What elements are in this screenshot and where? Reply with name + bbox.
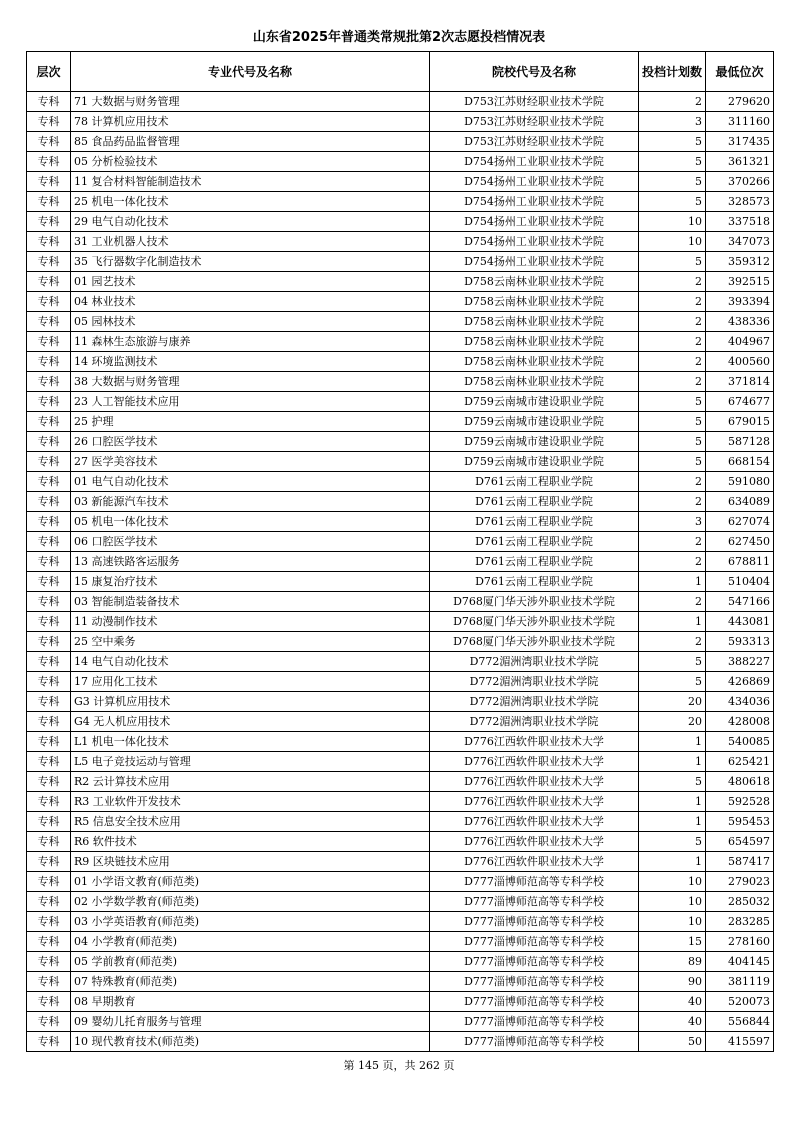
table-row <box>27 972 774 992</box>
cell-school: D761云南工程职业学院 <box>430 492 639 512</box>
cell-min-rank: 634089 <box>706 492 774 512</box>
cell-min-rank: 556844 <box>706 1012 774 1032</box>
cell-school: D772湄洲湾职业技术学院 <box>430 692 639 712</box>
cell-plan-count: 5 <box>639 172 706 192</box>
cell-plan-count: 10 <box>639 232 706 252</box>
table-row <box>27 212 774 232</box>
cell-major: 10 现代教育技术(师范类) <box>71 1032 430 1052</box>
cell-major: 03 小学英语教育(师范类) <box>71 912 430 932</box>
cell-level: 专科 <box>27 1012 71 1032</box>
cell-school: D753江苏财经职业技术学院 <box>430 92 639 112</box>
cell-school: D759云南城市建设职业学院 <box>430 452 639 472</box>
table-row <box>27 792 774 812</box>
table-row <box>27 952 774 972</box>
cell-min-rank: 370266 <box>706 172 774 192</box>
cell-min-rank: 404145 <box>706 952 774 972</box>
table-row <box>27 272 774 292</box>
cell-school: D758云南林业职业技术学院 <box>430 332 639 352</box>
cell-plan-count: 3 <box>639 512 706 532</box>
cell-major: 14 电气自动化技术 <box>71 652 430 672</box>
cell-level: 专科 <box>27 292 71 312</box>
cell-school: D761云南工程职业学院 <box>430 572 639 592</box>
cell-min-rank: 400560 <box>706 352 774 372</box>
cell-level: 专科 <box>27 552 71 572</box>
cell-school: D758云南林业职业技术学院 <box>430 312 639 332</box>
cell-plan-count: 1 <box>639 572 706 592</box>
cell-level: 专科 <box>27 652 71 672</box>
table-row <box>27 432 774 452</box>
cell-school: D753江苏财经职业技术学院 <box>430 132 639 152</box>
cell-major: 15 康复治疗技术 <box>71 572 430 592</box>
cell-min-rank: 361321 <box>706 152 774 172</box>
table-row <box>27 512 774 532</box>
table-row <box>27 352 774 372</box>
cell-level: 专科 <box>27 952 71 972</box>
cell-level: 专科 <box>27 732 71 752</box>
table-row <box>27 912 774 932</box>
cell-major: L1 机电一体化技术 <box>71 732 430 752</box>
cell-level: 专科 <box>27 532 71 552</box>
table-row <box>27 192 774 212</box>
cell-major: 09 婴幼儿托育服务与管理 <box>71 1012 430 1032</box>
cell-school: D777淄博师范高等专科学校 <box>430 912 639 932</box>
cell-level: 专科 <box>27 852 71 872</box>
cell-major: R2 云计算技术应用 <box>71 772 430 792</box>
cell-min-rank: 278160 <box>706 932 774 952</box>
cell-min-rank: 426869 <box>706 672 774 692</box>
cell-min-rank: 679015 <box>706 412 774 432</box>
cell-school: D759云南城市建设职业学院 <box>430 432 639 452</box>
table-row <box>27 332 774 352</box>
cell-plan-count: 5 <box>639 252 706 272</box>
cell-school: D758云南林业职业技术学院 <box>430 352 639 372</box>
cell-plan-count: 5 <box>639 132 706 152</box>
cell-school: D776江西软件职业技术大学 <box>430 832 639 852</box>
cell-plan-count: 1 <box>639 812 706 832</box>
cell-school: D777淄博师范高等专科学校 <box>430 932 639 952</box>
cell-plan-count: 5 <box>639 832 706 852</box>
cell-level: 专科 <box>27 112 71 132</box>
cell-level: 专科 <box>27 332 71 352</box>
cell-level: 专科 <box>27 812 71 832</box>
cell-plan-count: 2 <box>639 372 706 392</box>
cell-min-rank: 674677 <box>706 392 774 412</box>
cell-level: 专科 <box>27 792 71 812</box>
cell-min-rank: 393394 <box>706 292 774 312</box>
cell-plan-count: 2 <box>639 292 706 312</box>
cell-plan-count: 5 <box>639 192 706 212</box>
cell-plan-count: 10 <box>639 892 706 912</box>
cell-min-rank: 438336 <box>706 312 774 332</box>
page-footer: 第 145 页，共 262 页 <box>343 1059 455 1072</box>
cell-plan-count: 2 <box>639 312 706 332</box>
cell-plan-count: 1 <box>639 612 706 632</box>
cell-min-rank: 678811 <box>706 552 774 572</box>
table-row <box>27 612 774 632</box>
cell-level: 专科 <box>27 372 71 392</box>
cell-school: D777淄博师范高等专科学校 <box>430 1032 639 1052</box>
cell-min-rank: 337518 <box>706 212 774 232</box>
cell-major: 05 机电一体化技术 <box>71 512 430 532</box>
table-row <box>27 1032 774 1052</box>
cell-min-rank: 592528 <box>706 792 774 812</box>
cell-level: 专科 <box>27 992 71 1012</box>
cell-min-rank: 591080 <box>706 472 774 492</box>
cell-plan-count: 2 <box>639 472 706 492</box>
header-major: 专业代号及名称 <box>71 52 430 92</box>
cell-major: 02 小学数学教育(师范类) <box>71 892 430 912</box>
cell-major: 01 电气自动化技术 <box>71 472 430 492</box>
cell-school: D776江西软件职业技术大学 <box>430 772 639 792</box>
cell-school: D772湄洲湾职业技术学院 <box>430 672 639 692</box>
cell-major: G4 无人机应用技术 <box>71 712 430 732</box>
cell-major: 06 口腔医学技术 <box>71 532 430 552</box>
cell-major: 04 小学教育(师范类) <box>71 932 430 952</box>
cell-school: D754扬州工业职业技术学院 <box>430 152 639 172</box>
cell-plan-count: 89 <box>639 952 706 972</box>
table-row <box>27 932 774 952</box>
cell-level: 专科 <box>27 412 71 432</box>
admission-table <box>26 51 774 1052</box>
cell-school: D758云南林业职业技术学院 <box>430 272 639 292</box>
cell-school: D768厦门华天涉外职业技术学院 <box>430 632 639 652</box>
cell-min-rank: 404967 <box>706 332 774 352</box>
cell-major: 31 工业机器人技术 <box>71 232 430 252</box>
table-row <box>27 632 774 652</box>
table-row <box>27 732 774 752</box>
cell-school: D759云南城市建设职业学院 <box>430 412 639 432</box>
cell-school: D777淄博师范高等专科学校 <box>430 972 639 992</box>
cell-major: 05 分析检验技术 <box>71 152 430 172</box>
cell-major: 04 林业技术 <box>71 292 430 312</box>
cell-min-rank: 392515 <box>706 272 774 292</box>
cell-min-rank: 587417 <box>706 852 774 872</box>
table-row <box>27 872 774 892</box>
cell-min-rank: 428008 <box>706 712 774 732</box>
cell-min-rank: 480618 <box>706 772 774 792</box>
cell-plan-count: 15 <box>639 932 706 952</box>
cell-plan-count: 5 <box>639 652 706 672</box>
cell-major: 01 园艺技术 <box>71 272 430 292</box>
table-row <box>27 1012 774 1032</box>
table-row <box>27 772 774 792</box>
cell-plan-count: 10 <box>639 912 706 932</box>
cell-major: 05 园林技术 <box>71 312 430 332</box>
cell-level: 专科 <box>27 192 71 212</box>
cell-level: 专科 <box>27 892 71 912</box>
table-row <box>27 652 774 672</box>
cell-major: 17 应用化工技术 <box>71 672 430 692</box>
table-row <box>27 672 774 692</box>
cell-level: 专科 <box>27 492 71 512</box>
cell-school: D758云南林业职业技术学院 <box>430 292 639 312</box>
cell-major: 71 大数据与财务管理 <box>71 92 430 112</box>
header-plan-count: 投档计划数 <box>639 52 706 92</box>
cell-plan-count: 5 <box>639 412 706 432</box>
cell-school: D777淄博师范高等专科学校 <box>430 1012 639 1032</box>
cell-min-rank: 434036 <box>706 692 774 712</box>
cell-level: 专科 <box>27 772 71 792</box>
cell-level: 专科 <box>27 1032 71 1052</box>
table-row <box>27 992 774 1012</box>
cell-min-rank: 595453 <box>706 812 774 832</box>
cell-min-rank: 627074 <box>706 512 774 532</box>
cell-major: 11 复合材料智能制造技术 <box>71 172 430 192</box>
cell-min-rank: 540085 <box>706 732 774 752</box>
cell-school: D776江西软件职业技术大学 <box>430 752 639 772</box>
cell-level: 专科 <box>27 912 71 932</box>
cell-school: D777淄博师范高等专科学校 <box>430 952 639 972</box>
cell-major: 38 大数据与财务管理 <box>71 372 430 392</box>
cell-plan-count: 5 <box>639 432 706 452</box>
cell-major: 29 电气自动化技术 <box>71 212 430 232</box>
cell-major: 03 智能制造装备技术 <box>71 592 430 612</box>
cell-plan-count: 2 <box>639 272 706 292</box>
cell-school: D777淄博师范高等专科学校 <box>430 872 639 892</box>
cell-plan-count: 5 <box>639 392 706 412</box>
table-row <box>27 832 774 852</box>
table-row <box>27 112 774 132</box>
cell-school: D776江西软件职业技术大学 <box>430 852 639 872</box>
table-row <box>27 552 774 572</box>
cell-major: L5 电子竞技运动与管理 <box>71 752 430 772</box>
table-row <box>27 392 774 412</box>
cell-school: D776江西软件职业技术大学 <box>430 792 639 812</box>
header-level: 层次 <box>27 52 71 92</box>
cell-min-rank: 415597 <box>706 1032 774 1052</box>
table-row <box>27 312 774 332</box>
table-row <box>27 572 774 592</box>
cell-plan-count: 20 <box>639 712 706 732</box>
cell-major: 03 新能源汽车技术 <box>71 492 430 512</box>
table-row <box>27 712 774 732</box>
cell-school: D777淄博师范高等专科学校 <box>430 992 639 1012</box>
cell-plan-count: 1 <box>639 792 706 812</box>
cell-level: 专科 <box>27 452 71 472</box>
cell-major: 05 学前教育(师范类) <box>71 952 430 972</box>
cell-min-rank: 279620 <box>706 92 774 112</box>
cell-plan-count: 2 <box>639 632 706 652</box>
cell-plan-count: 10 <box>639 212 706 232</box>
cell-min-rank: 510404 <box>706 572 774 592</box>
cell-school: D761云南工程职业学院 <box>430 512 639 532</box>
cell-plan-count: 40 <box>639 992 706 1012</box>
cell-major: 14 环境监测技术 <box>71 352 430 372</box>
cell-level: 专科 <box>27 252 71 272</box>
page-title: 山东省2025年普通类常规批第2次志愿投档情况表 <box>252 30 546 45</box>
cell-plan-count: 1 <box>639 752 706 772</box>
cell-school: D759云南城市建设职业学院 <box>430 392 639 412</box>
cell-min-rank: 627450 <box>706 532 774 552</box>
cell-school: D772湄洲湾职业技术学院 <box>430 712 639 732</box>
cell-min-rank: 328573 <box>706 192 774 212</box>
cell-plan-count: 2 <box>639 92 706 112</box>
cell-major: R5 信息安全技术应用 <box>71 812 430 832</box>
table-row <box>27 412 774 432</box>
cell-level: 专科 <box>27 432 71 452</box>
cell-plan-count: 5 <box>639 672 706 692</box>
cell-level: 专科 <box>27 672 71 692</box>
cell-school: D768厦门华天涉外职业技术学院 <box>430 592 639 612</box>
table-row <box>27 232 774 252</box>
cell-major: 85 食品药品监督管理 <box>71 132 430 152</box>
table-row <box>27 532 774 552</box>
cell-min-rank: 359312 <box>706 252 774 272</box>
cell-plan-count: 2 <box>639 352 706 372</box>
cell-plan-count: 3 <box>639 112 706 132</box>
header-min-rank: 最低位次 <box>706 52 774 92</box>
table-row <box>27 172 774 192</box>
cell-level: 专科 <box>27 392 71 412</box>
cell-level: 专科 <box>27 932 71 952</box>
table-row <box>27 252 774 272</box>
cell-min-rank: 311160 <box>706 112 774 132</box>
cell-level: 专科 <box>27 632 71 652</box>
cell-school: D772湄洲湾职业技术学院 <box>430 652 639 672</box>
cell-school: D776江西软件职业技术大学 <box>430 812 639 832</box>
cell-level: 专科 <box>27 132 71 152</box>
cell-major: 13 高速铁路客运服务 <box>71 552 430 572</box>
table-row <box>27 852 774 872</box>
cell-plan-count: 50 <box>639 1032 706 1052</box>
cell-min-rank: 654597 <box>706 832 774 852</box>
cell-level: 专科 <box>27 92 71 112</box>
table-row <box>27 812 774 832</box>
cell-plan-count: 5 <box>639 452 706 472</box>
cell-min-rank: 381119 <box>706 972 774 992</box>
cell-school: D754扬州工业职业技术学院 <box>430 252 639 272</box>
cell-school: D753江苏财经职业技术学院 <box>430 112 639 132</box>
cell-plan-count: 10 <box>639 872 706 892</box>
cell-plan-count: 2 <box>639 492 706 512</box>
cell-school: D777淄博师范高等专科学校 <box>430 892 639 912</box>
cell-min-rank: 625421 <box>706 752 774 772</box>
cell-min-rank: 371814 <box>706 372 774 392</box>
cell-major: G3 计算机应用技术 <box>71 692 430 712</box>
table-row <box>27 292 774 312</box>
table-header-row <box>27 52 774 92</box>
cell-major: R6 软件技术 <box>71 832 430 852</box>
cell-major: R9 区块链技术应用 <box>71 852 430 872</box>
cell-plan-count: 1 <box>639 732 706 752</box>
cell-level: 专科 <box>27 472 71 492</box>
cell-plan-count: 2 <box>639 552 706 572</box>
cell-plan-count: 2 <box>639 592 706 612</box>
table-body <box>27 92 774 1052</box>
cell-major: 26 口腔医学技术 <box>71 432 430 452</box>
table-row <box>27 452 774 472</box>
table-row <box>27 92 774 112</box>
cell-major: 35 飞行器数字化制造技术 <box>71 252 430 272</box>
cell-level: 专科 <box>27 692 71 712</box>
cell-level: 专科 <box>27 592 71 612</box>
cell-level: 专科 <box>27 572 71 592</box>
cell-level: 专科 <box>27 752 71 772</box>
cell-school: D761云南工程职业学院 <box>430 472 639 492</box>
cell-school: D754扬州工业职业技术学院 <box>430 172 639 192</box>
table-row <box>27 152 774 172</box>
cell-level: 专科 <box>27 312 71 332</box>
cell-school: D754扬州工业职业技术学院 <box>430 212 639 232</box>
cell-min-rank: 285032 <box>706 892 774 912</box>
cell-major: 11 动漫制作技术 <box>71 612 430 632</box>
table-row <box>27 472 774 492</box>
cell-level: 专科 <box>27 272 71 292</box>
cell-major: 27 医学美容技术 <box>71 452 430 472</box>
cell-min-rank: 317435 <box>706 132 774 152</box>
cell-min-rank: 547166 <box>706 592 774 612</box>
cell-level: 专科 <box>27 232 71 252</box>
cell-major: 25 空中乘务 <box>71 632 430 652</box>
cell-major: 01 小学语文教育(师范类) <box>71 872 430 892</box>
cell-min-rank: 279023 <box>706 872 774 892</box>
cell-school: D758云南林业职业技术学院 <box>430 372 639 392</box>
cell-plan-count: 5 <box>639 772 706 792</box>
cell-plan-count: 1 <box>639 852 706 872</box>
cell-plan-count: 5 <box>639 152 706 172</box>
cell-major: 23 人工智能技术应用 <box>71 392 430 412</box>
cell-major: 25 机电一体化技术 <box>71 192 430 212</box>
table-row <box>27 372 774 392</box>
table-row <box>27 752 774 772</box>
cell-major: 78 计算机应用技术 <box>71 112 430 132</box>
cell-level: 专科 <box>27 872 71 892</box>
cell-min-rank: 283285 <box>706 912 774 932</box>
cell-plan-count: 2 <box>639 532 706 552</box>
cell-major: 11 森林生态旅游与康养 <box>71 332 430 352</box>
cell-level: 专科 <box>27 352 71 372</box>
cell-major: 08 早期教育 <box>71 992 430 1012</box>
cell-major: R3 工业软件开发技术 <box>71 792 430 812</box>
cell-min-rank: 668154 <box>706 452 774 472</box>
cell-school: D768厦门华天涉外职业技术学院 <box>430 612 639 632</box>
cell-level: 专科 <box>27 512 71 532</box>
cell-min-rank: 347073 <box>706 232 774 252</box>
cell-school: D776江西软件职业技术大学 <box>430 732 639 752</box>
cell-plan-count: 20 <box>639 692 706 712</box>
cell-min-rank: 443081 <box>706 612 774 632</box>
table-row <box>27 892 774 912</box>
table-row <box>27 592 774 612</box>
cell-level: 专科 <box>27 612 71 632</box>
cell-level: 专科 <box>27 172 71 192</box>
cell-min-rank: 388227 <box>706 652 774 672</box>
cell-level: 专科 <box>27 712 71 732</box>
cell-min-rank: 593313 <box>706 632 774 652</box>
cell-min-rank: 520073 <box>706 992 774 1012</box>
cell-level: 专科 <box>27 972 71 992</box>
cell-plan-count: 2 <box>639 332 706 352</box>
cell-school: D761云南工程职业学院 <box>430 532 639 552</box>
header-school: 院校代号及名称 <box>430 52 639 92</box>
cell-school: D754扬州工业职业技术学院 <box>430 232 639 252</box>
cell-level: 专科 <box>27 152 71 172</box>
cell-plan-count: 90 <box>639 972 706 992</box>
cell-level: 专科 <box>27 832 71 852</box>
cell-level: 专科 <box>27 212 71 232</box>
table-row <box>27 692 774 712</box>
table-row <box>27 132 774 152</box>
cell-major: 07 特殊教育(师范类) <box>71 972 430 992</box>
cell-plan-count: 40 <box>639 1012 706 1032</box>
cell-school: D761云南工程职业学院 <box>430 552 639 572</box>
table-row <box>27 492 774 512</box>
cell-min-rank: 587128 <box>706 432 774 452</box>
cell-school: D754扬州工业职业技术学院 <box>430 192 639 212</box>
cell-major: 25 护理 <box>71 412 430 432</box>
